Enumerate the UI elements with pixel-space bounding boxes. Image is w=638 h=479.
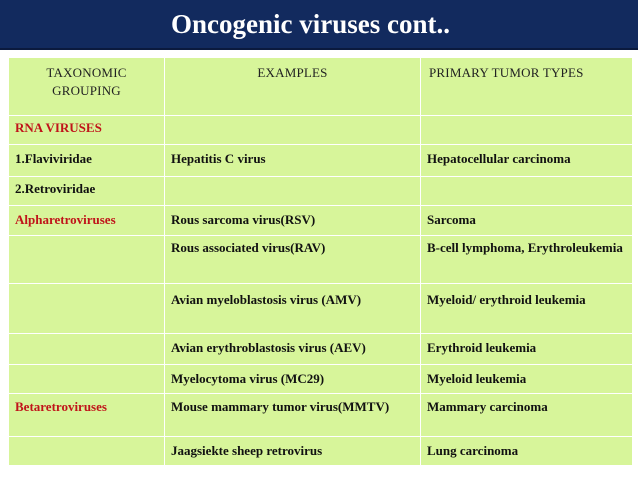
cell-example xyxy=(165,116,421,145)
cell-tumor: Erythroid leukemia xyxy=(421,334,633,365)
cell-example: Avian myeloblastosis virus (AMV) xyxy=(165,284,421,334)
cell-tumor xyxy=(421,116,633,145)
table-row xyxy=(9,284,633,334)
table-header-row xyxy=(9,58,633,116)
table-row xyxy=(9,145,633,177)
cell-group xyxy=(9,236,165,284)
cell-tumor: B-cell lymphoma, Erythroleukemia xyxy=(421,236,633,284)
cell-group xyxy=(9,334,165,365)
cell-group: 2.Retroviridae xyxy=(9,177,165,206)
cell-group: Alpharetroviruses xyxy=(9,206,165,236)
cell-example: Rous sarcoma virus(RSV) xyxy=(165,206,421,236)
cell-tumor: Sarcoma xyxy=(421,206,633,236)
table-row xyxy=(9,206,633,236)
table-row xyxy=(9,334,633,365)
cell-group: 1.Flaviviridae xyxy=(9,145,165,177)
cell-group: RNA VIRUSES xyxy=(9,116,165,145)
cell-example: Mouse mammary tumor virus(MMTV) xyxy=(165,394,421,437)
cell-group xyxy=(9,365,165,394)
cell-example: Myelocytoma virus (MC29) xyxy=(165,365,421,394)
cell-example: Jaagsiekte sheep retrovirus xyxy=(165,437,421,466)
cell-example: Avian erythroblastosis virus (AEV) xyxy=(165,334,421,365)
cell-example: Rous associated virus(RAV) xyxy=(165,236,421,284)
cell-tumor: Myeloid/ erythroid leukemia xyxy=(421,284,633,334)
cell-group xyxy=(9,437,165,466)
table-row xyxy=(9,394,633,437)
oncogenic-virus-table xyxy=(8,57,633,466)
cell-group: Betaretroviruses xyxy=(9,394,165,437)
cell-tumor: Myeloid leukemia xyxy=(421,365,633,394)
table-row xyxy=(9,116,633,145)
header-primary-tumor-types: PRIMARY TUMOR TYPES xyxy=(421,58,633,116)
cell-tumor: Mammary carcinoma xyxy=(421,394,633,437)
header-examples: EXAMPLES xyxy=(165,58,421,116)
header-taxonomic-grouping: TAXONOMIC GROUPING xyxy=(9,58,165,116)
table-row xyxy=(9,365,633,394)
cell-group xyxy=(9,284,165,334)
table-row xyxy=(9,236,633,284)
table-row xyxy=(9,177,633,206)
cell-tumor xyxy=(421,177,633,206)
table-row xyxy=(9,437,633,466)
cell-example xyxy=(165,177,421,206)
cell-tumor: Lung carcinoma xyxy=(421,437,633,466)
cell-example: Hepatitis C virus xyxy=(165,145,421,177)
cell-tumor: Hepatocellular carcinoma xyxy=(421,145,633,177)
slide-title: Oncogenic viruses cont.. xyxy=(171,9,450,39)
title-bar xyxy=(0,0,638,50)
